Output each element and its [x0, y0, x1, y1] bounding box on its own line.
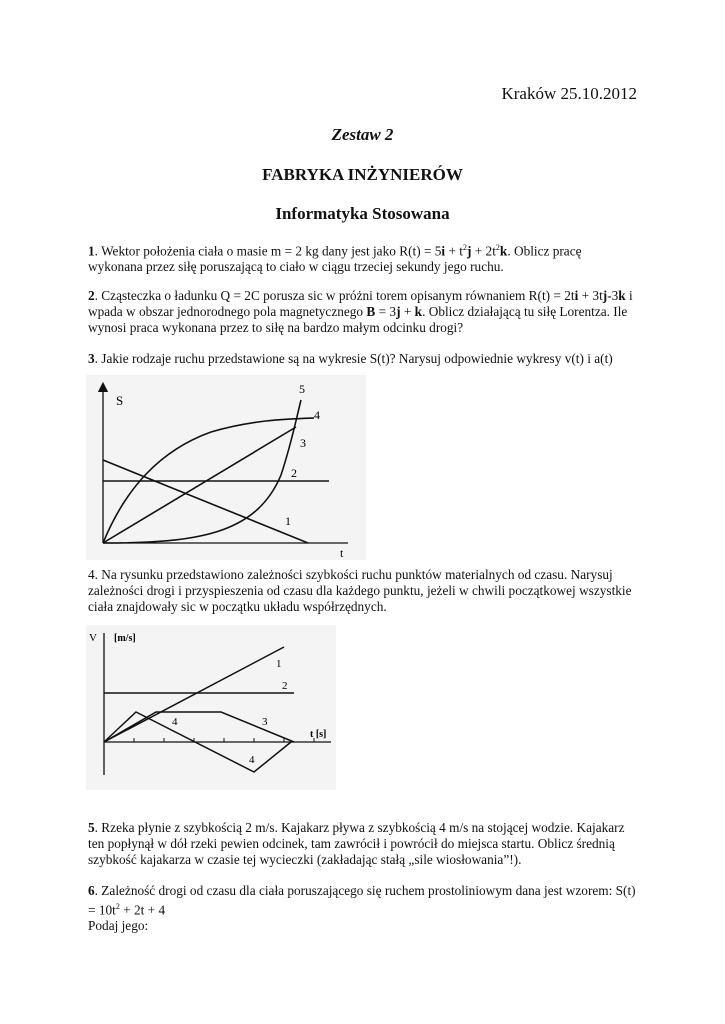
figure-s-t-graph: [86, 375, 366, 560]
curve-4-label-upper: 4: [172, 716, 178, 728]
curve-2-label: 2: [291, 466, 297, 480]
set-number: Zestaw 2: [331, 125, 394, 144]
curve-2-label: 2: [282, 680, 288, 692]
y-axis-unit: [m/s]: [114, 633, 136, 644]
curve-4-label: 4: [314, 408, 320, 422]
problem-1-line-1: 1. Wektor położenia ciała o masie m = 2 kg dany jest jako $R(t) = 5i + t^2j + 2t^2k$. Oblicz pracę: [88, 243, 582, 259]
figure-background: [86, 375, 366, 560]
document-date: Kraków 25.10.2012: [501, 84, 637, 103]
curve-1-label: 1: [285, 514, 291, 528]
curve-3-label: 3: [300, 436, 306, 450]
curve-5-label: 5: [299, 382, 305, 396]
x-axis-label: t [s]: [310, 729, 327, 740]
problem-4: 4. Na rysunku przedstawiono zależności szybkości ruchu punktów materialnych od czasu. Narysuj zależności drogi i przyspieszenia od czasu dla każdego punktu, jeżeli w chwili początkowej wszystkie ciała znajdowały sic w początku układu współrzędnych.: [88, 567, 632, 614]
problem-2: [88, 288, 640, 336]
problem-1-line-2: wykonana przez siłę poruszającą to ciało w ciągu trzeciej sekundy jego ruchu.: [88, 259, 504, 275]
problem-6: 6. Zależność drogi od czasu dla ciała poruszającego się ruchem prostoliniowym dana jest wzorem: S(t) = $10t^2 + 2t + 4$ Podaj jego:: [88, 883, 636, 934]
curve-4-label-lower: 4: [249, 754, 255, 766]
figure-background: [86, 625, 336, 790]
problem-2-line-1: 2. Cząsteczka o ładunku Q = 2C porusza sic w próżni torem opisanym równaniem R(t) = 2ti + 3tj-3k i: [88, 288, 633, 303]
figure-v-t-graph: [86, 625, 336, 790]
document-title: FABRYKA INŻYNIERÓW: [262, 165, 463, 184]
y-axis-label: S: [116, 393, 124, 408]
x-axis-label: t: [340, 546, 344, 560]
problem-1: [88, 240, 640, 275]
problem-3: 3. Jakie rodzaje ruchu przedstawione są na wykresie S(t)? Narysuj odpowiednie wykresy v(t) i a(t): [88, 351, 613, 366]
problem-2-line-2: wpada w obszar jednorodnego pola magnetycznego B = 3j + k. Oblicz działającą tu siłę Lorentza. Ile: [88, 304, 628, 319]
problem-2-line-3: wynosi praca wykonana przez to siłę na bardzo małym odcinku drogi?: [88, 320, 464, 335]
curve-1-label: 1: [276, 658, 282, 670]
problem-5: 5. Rzeka płynie z szybkością 2 m/s. Kajakarz pływa z szybkością 4 m/s na stojącej wodzie. Kajakarz ten popłynął w dół rzeki pewien odcinek, tam zawrócił i powrócił do miejsca startu. Oblicz średnią szybkość kajakarza w czasie tej wycieczki (zakładając stałą „sile wiosłowania”!).: [88, 820, 625, 867]
y-axis-label: V: [89, 632, 97, 644]
curve-3-label: 3: [262, 716, 268, 728]
document-subtitle: Informatyka Stosowana: [275, 204, 450, 223]
